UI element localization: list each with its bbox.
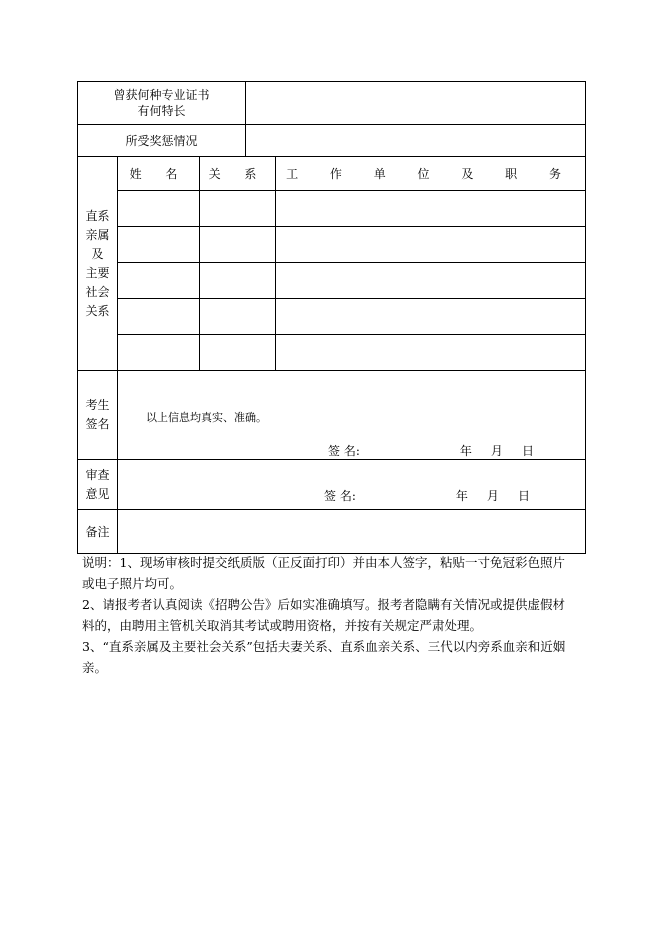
candidate-signature-area[interactable]	[118, 371, 586, 460]
family-name-cell[interactable]	[118, 335, 200, 371]
awards-row	[78, 125, 586, 157]
sign-label: 签 名:	[328, 444, 360, 458]
remarks-area[interactable]	[118, 510, 586, 554]
candidate-sign-label-1: 考生	[85, 398, 110, 412]
family-employer-cell[interactable]	[276, 335, 586, 371]
remarks-label: 备注	[78, 510, 118, 554]
table-row	[78, 299, 586, 335]
review-label-1: 审查	[85, 467, 110, 482]
family-header-row	[78, 157, 586, 191]
note-item: 2、请报考者认真阅读《招聘公告》后如实准确填写。报考者隐瞒有关情况或提供虚假材料的，由聘用主管机关取消其考试或聘用资格，并按有关规定严肃处理。	[82, 597, 565, 633]
table-row	[78, 335, 586, 371]
table-row	[78, 191, 586, 227]
review-row	[78, 460, 586, 510]
candidate-signature-row	[78, 371, 586, 460]
date-label: 年 月 日	[459, 444, 535, 458]
column-header-employer: 工 作 单 位 及 职 务	[276, 157, 586, 191]
family-name-cell[interactable]	[118, 191, 200, 227]
date-label: 年 月 日	[455, 489, 531, 503]
registration-form-table	[77, 81, 586, 554]
table-row	[78, 263, 586, 299]
family-employer-cell[interactable]	[276, 263, 586, 299]
column-header-relation: 关 系	[200, 157, 276, 191]
candidate-sign-label-2: 签名	[85, 417, 110, 431]
family-relation-cell[interactable]	[200, 191, 276, 227]
candidate-sign-line	[328, 442, 534, 459]
note-item: 3、“直系亲属及主要社会关系”包括夫妻关系、直系血亲关系、三代以内旁系血亲和近姻亲。	[82, 639, 566, 675]
column-header-name: 姓 名	[118, 157, 200, 191]
review-label-2: 意见	[85, 486, 110, 501]
family-label-2: 亲属	[85, 227, 110, 242]
family-employer-cell[interactable]	[276, 191, 586, 227]
family-relation-cell[interactable]	[200, 335, 276, 371]
sign-label: 签 名:	[324, 489, 356, 503]
review-label	[78, 460, 118, 510]
family-relation-cell[interactable]	[200, 263, 276, 299]
family-label-6: 关系	[85, 303, 110, 318]
declaration-text: 以上信息均真实、准确。	[146, 411, 267, 424]
table-row	[78, 227, 586, 263]
certificates-label	[78, 82, 246, 125]
candidate-sign-label	[78, 371, 118, 460]
awards-value[interactable]	[246, 125, 586, 157]
family-name-cell[interactable]	[118, 299, 200, 335]
certificates-label-line2: 有何特长	[137, 104, 186, 118]
remarks-row	[78, 510, 586, 554]
review-area[interactable]	[118, 460, 586, 510]
family-section-label	[78, 157, 118, 371]
family-employer-cell[interactable]	[276, 299, 586, 335]
family-label-3: 及	[91, 246, 104, 261]
family-name-cell[interactable]	[118, 227, 200, 263]
family-employer-cell[interactable]	[276, 227, 586, 263]
awards-label: 所受奖惩情况	[78, 125, 246, 157]
family-label-4: 主要	[85, 265, 110, 280]
certificates-label-line1: 曾获何种专业证书	[113, 88, 210, 102]
family-relation-cell[interactable]	[200, 299, 276, 335]
family-label-5: 社会	[85, 284, 110, 299]
certificates-value[interactable]	[246, 82, 586, 125]
family-name-cell[interactable]	[118, 263, 200, 299]
family-label-1: 直系	[85, 208, 110, 223]
review-sign-line	[324, 487, 530, 504]
certificates-row	[78, 82, 586, 125]
notes-section	[82, 552, 566, 678]
note-item: 说明：1、现场审核时提交纸质版（正反面打印）并由本人签字，粘贴一寸免冠彩色照片或电子照片均可。	[82, 555, 565, 591]
family-relation-cell[interactable]	[200, 227, 276, 263]
